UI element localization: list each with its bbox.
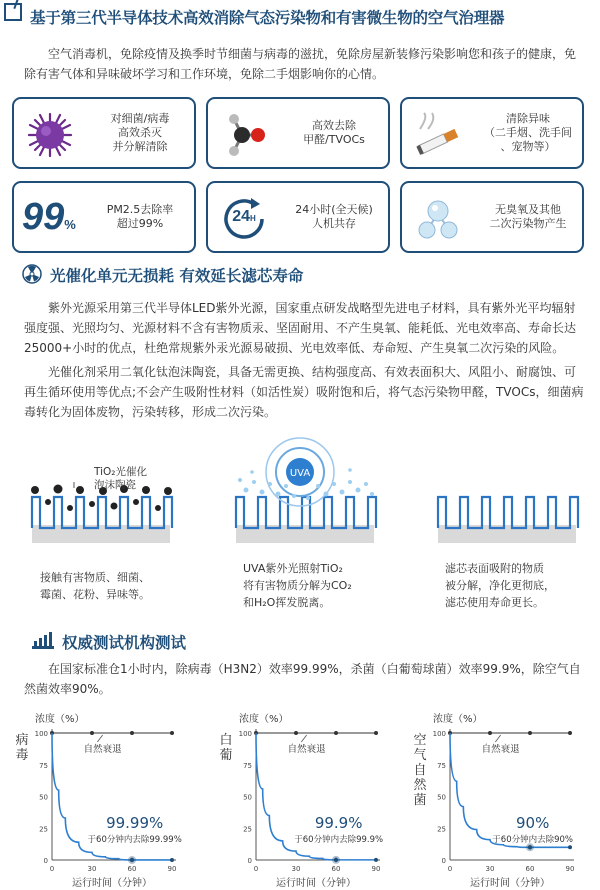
feature-text: 高效去除 甲醛/TVOCs bbox=[303, 119, 365, 146]
y-tick-label: 50 bbox=[39, 793, 48, 802]
photocatalysis-diagram bbox=[0, 432, 600, 562]
natural-decay-point bbox=[170, 731, 174, 735]
x-tick-label: 60 bbox=[127, 865, 137, 873]
y-tick-label: 50 bbox=[243, 793, 252, 802]
testing-paragraph: 在国家标准仓1小时内，除病毒（H3N2）效率99.99%，杀菌（白葡萄球菌）效率99.9%，除空气自然菌效率90%。 bbox=[24, 662, 581, 696]
tio2-label-line1: TiO₂光催化 bbox=[94, 466, 147, 478]
removal-rate-note: 于60分钟内去除99.9% bbox=[294, 835, 384, 845]
diagram-caption-2: UVA紫外光照射TiO₂ 将有害物质分解为CO₂ 和H₂O挥发脱离。 bbox=[243, 562, 352, 609]
molecule-icon bbox=[220, 111, 268, 159]
feature-text: 对细菌/病毒 高效杀灭 并分解清除 bbox=[110, 112, 170, 153]
x-tick-label: 90 bbox=[565, 865, 575, 873]
y-tick-label: 100 bbox=[238, 730, 252, 738]
side-label-char: 白 bbox=[219, 733, 233, 748]
catalyst-paragraph: 光催化剂采用二氧化钛泡沫陶瓷，具备无需更换、结构强度高、有效表面积大、风阻小、耐腐蚀、可再生循环使用等优点;不会产生吸附性材料（如活性炭）吸附饱和后，将气态污染物甲醛，TVOCs，细菌病毒转化为固体废物，污染转移，形成二次污染。 bbox=[24, 365, 584, 419]
uva-label: UVA bbox=[289, 468, 311, 479]
natural-decay-point bbox=[568, 731, 572, 735]
x-axis-title: 运行时间（分钟） bbox=[470, 878, 550, 889]
removal-rate-note: 于60分钟内去除90% bbox=[492, 835, 574, 845]
diagram-caption-1: 接触有害物质、细菌、 霉菌、花粉、异味等。 bbox=[40, 571, 150, 601]
x-tick-label: 0 bbox=[253, 865, 259, 873]
section-title-photocatalysis: 光催化单元无损耗 有效延长滤芯寿命 bbox=[50, 267, 304, 285]
side-label-char: 病 bbox=[15, 733, 29, 748]
natural-decay-point bbox=[90, 731, 94, 735]
chart-staphylococcus bbox=[204, 710, 404, 890]
feature-text: 清除异味 （二手烟、洗手间 、宠物等） bbox=[484, 112, 572, 153]
natural-decay-point bbox=[488, 731, 492, 735]
curve-90min-point bbox=[568, 845, 572, 849]
feature-card bbox=[12, 97, 196, 169]
y-tick-label: 0 bbox=[441, 857, 446, 865]
side-label-char: 毒 bbox=[15, 748, 29, 763]
y-tick-label: 0 bbox=[43, 857, 48, 865]
removal-rate-value: 90% bbox=[515, 814, 550, 832]
y-tick-label: 0 bbox=[247, 857, 252, 865]
natural-decay-pointer bbox=[495, 735, 500, 742]
feature-card bbox=[206, 97, 390, 169]
curve-60min-point bbox=[334, 858, 338, 862]
natural-decay-label: 自然衰退 bbox=[83, 744, 122, 755]
y-tick-label: 100 bbox=[34, 730, 48, 738]
x-tick-label: 60 bbox=[525, 865, 535, 873]
x-tick-label: 30 bbox=[291, 865, 301, 873]
natural-decay-point bbox=[334, 731, 338, 735]
natural-decay-pointer bbox=[97, 735, 102, 742]
tio2-label-line2: 泡沫陶瓷 bbox=[94, 479, 136, 491]
y-axis-title: 浓度（%） bbox=[239, 714, 289, 725]
ceramic-structure bbox=[438, 497, 578, 528]
x-tick-label: 30 bbox=[485, 865, 495, 873]
removal-rate-value: 99.9% bbox=[314, 814, 363, 832]
fan-icon bbox=[22, 264, 42, 284]
feature-text: 24小时(全天候) 人机共存 bbox=[295, 203, 373, 230]
y-tick-label: 75 bbox=[243, 761, 252, 770]
feature-card bbox=[206, 181, 390, 253]
x-tick-label: 90 bbox=[371, 865, 381, 873]
removal-rate-note: 于60分钟内去除99.99% bbox=[87, 835, 182, 845]
feature-text: 无臭氧及其他 二次污染物产生 bbox=[489, 203, 567, 230]
intro-paragraph: 空气消毒机，免除疫情及换季时节细菌与病毒的滋扰，免除房屋新装修污染影响您和孩子的健康，免除有害气体和异味破坏学习和工作环境，免除二手烟影响你的心情。 bbox=[24, 47, 577, 81]
virus-icon bbox=[26, 111, 74, 159]
ozone-free-icon bbox=[414, 195, 462, 243]
natural-decay-label: 自然衰退 bbox=[481, 744, 520, 755]
ceramic-structure bbox=[32, 497, 172, 528]
curve-60min-point bbox=[528, 845, 532, 849]
y-tick-label: 75 bbox=[39, 761, 48, 770]
percent-99-icon: 99% bbox=[22, 196, 76, 238]
side-label-char: 空 bbox=[413, 733, 427, 748]
y-tick-label: 100 bbox=[432, 730, 446, 738]
feature-text: PM2.5去除率 超过99% bbox=[106, 203, 174, 230]
ceramic-structure bbox=[236, 497, 376, 528]
side-label-char: 菌 bbox=[413, 793, 427, 808]
removal-rate-value: 99.99% bbox=[106, 814, 164, 832]
curve-60min-point bbox=[130, 858, 134, 862]
chart-airborne-bacteria bbox=[398, 710, 600, 890]
x-axis-title: 运行时间（分钟） bbox=[72, 878, 152, 889]
feature-card bbox=[12, 181, 196, 253]
x-axis-title: 运行时间（分钟） bbox=[276, 878, 356, 889]
uv-paragraph: 紫外光源采用第三代半导体LED紫外光源，国家重点研发战略型先进电子材料，具有紫外光平均辐射强度强、光照均匀、光源材料不含有害物质汞、坚固耐用、不产生臭氧、能耗低、光电效率高、寿命长达25000+小时的优点，杜绝常规紫外汞光源易破损、光电效率低、寿命短、产生臭氧二次污染的风险。 bbox=[24, 301, 577, 355]
curve-90min-point bbox=[170, 858, 174, 862]
y-tick-label: 75 bbox=[437, 761, 446, 770]
y-tick-label: 25 bbox=[437, 825, 446, 834]
side-label-char: 气 bbox=[413, 748, 427, 763]
x-tick-label: 0 bbox=[49, 865, 55, 873]
section-title-testing: 权威测试机构测试 bbox=[62, 634, 187, 652]
natural-decay-label: 自然衰退 bbox=[287, 744, 326, 755]
side-label-char: 然 bbox=[413, 778, 427, 793]
natural-decay-point bbox=[528, 731, 532, 735]
y-axis-title: 浓度（%） bbox=[433, 714, 483, 725]
x-tick-label: 0 bbox=[447, 865, 453, 873]
diagram-caption-3: 滤芯表面吸附的物质 被分解，净化更彻底， 滤芯使用寿命更长。 bbox=[445, 562, 555, 609]
natural-decay-pointer bbox=[301, 735, 306, 742]
title-marker-icon bbox=[4, 3, 22, 21]
cigarette-icon bbox=[414, 111, 462, 159]
y-tick-label: 50 bbox=[437, 793, 446, 802]
24h-icon: 24H bbox=[220, 195, 268, 243]
page-title: 基于第三代半导体技术高效消除气态污染物和有害微生物的空气治理器 bbox=[30, 9, 505, 27]
feature-card bbox=[400, 181, 584, 253]
side-label-char: 葡 bbox=[219, 748, 233, 763]
curve-90min-point bbox=[374, 858, 378, 862]
x-tick-label: 90 bbox=[167, 865, 177, 873]
feature-card bbox=[400, 97, 584, 169]
x-tick-label: 60 bbox=[331, 865, 341, 873]
side-label-char: 自 bbox=[413, 763, 427, 778]
y-tick-label: 25 bbox=[39, 825, 48, 834]
natural-decay-point bbox=[130, 731, 134, 735]
natural-decay-point bbox=[374, 731, 378, 735]
bar-chart-icon bbox=[32, 632, 54, 650]
y-axis-title: 浓度（%） bbox=[35, 714, 85, 725]
x-tick-label: 30 bbox=[87, 865, 97, 873]
natural-decay-point bbox=[294, 731, 298, 735]
chart-virus bbox=[0, 710, 210, 890]
y-tick-label: 25 bbox=[243, 825, 252, 834]
